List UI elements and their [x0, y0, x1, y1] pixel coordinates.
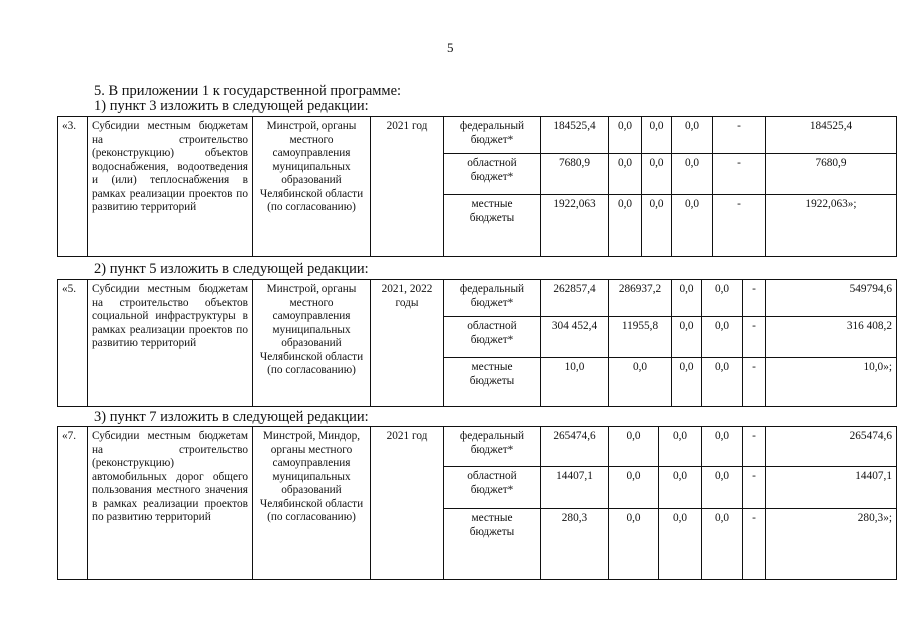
value-2022: 0,0	[609, 467, 659, 509]
value-2021: 265474,6	[541, 427, 609, 467]
item-number: «5.	[58, 280, 88, 407]
value-2023: 0,0	[659, 509, 702, 580]
value-2024: 0,0	[702, 358, 743, 407]
measure-description: Субсидии местным бюджетам на строительство (реконструкцию) автомобильных дорог общего пользования местного значения в рамках реализации проектов по развитию территорий	[88, 427, 253, 580]
value-2024: 0,0	[702, 427, 743, 467]
value-total: 1922,063»;	[766, 195, 897, 257]
value-2024: 0,0	[702, 317, 743, 358]
value-2021: 262857,4	[541, 280, 609, 317]
value-2023: 0,0	[642, 154, 672, 195]
value-2022: 11955,8	[609, 317, 672, 358]
value-total: 10,0»;	[766, 358, 897, 407]
program-table-item-3	[57, 116, 897, 257]
subheading-1: 1) пункт 3 изложить в следующей редакции:	[94, 98, 369, 114]
value-2023: 0,0	[642, 117, 672, 154]
value-total: 14407,1	[766, 467, 897, 509]
implementation-period: 2021, 2022 годы	[371, 280, 444, 407]
value-2023: 0,0	[659, 467, 702, 509]
responsible-executor: Минстрой, органы местного самоуправления муниципальных образований Челябинской области (по согласованию)	[253, 117, 371, 257]
measure-description: Субсидии местным бюджетам на строительство (реконструкцию) объектов водоснабжения, водоотведения и (или) теплоснабжения в рамках реализации проектов по развитию территорий	[88, 117, 253, 257]
item-number: «3.	[58, 117, 88, 257]
value-2024: 0,0	[702, 467, 743, 509]
value-2025: -	[743, 280, 766, 317]
value-2022: 0,0	[609, 358, 672, 407]
value-2021: 14407,1	[541, 467, 609, 509]
item-number: «7.	[58, 427, 88, 580]
funding-source: областной бюджет*	[444, 317, 541, 358]
value-total: 549794,6	[766, 280, 897, 317]
value-2025: -	[713, 154, 766, 195]
implementation-period: 2021 год	[371, 427, 444, 580]
value-2023: 0,0	[672, 358, 702, 407]
value-2023: 0,0	[642, 195, 672, 257]
value-2022: 286937,2	[609, 280, 672, 317]
value-2024: 0,0	[672, 154, 713, 195]
value-2022: 0,0	[609, 117, 642, 154]
value-2021: 280,3	[541, 509, 609, 580]
value-2025: -	[743, 509, 766, 580]
value-2021: 184525,4	[541, 117, 609, 154]
value-total: 265474,6	[766, 427, 897, 467]
value-2022: 0,0	[609, 195, 642, 257]
funding-source: федеральный бюджет*	[444, 280, 541, 317]
amendment-heading: 5. В приложении 1 к государственной программе:	[94, 83, 402, 99]
funding-source: федеральный бюджет*	[444, 427, 541, 467]
value-2021: 304 452,4	[541, 317, 609, 358]
implementation-period: 2021 год	[371, 117, 444, 257]
value-2022: 0,0	[609, 509, 659, 580]
funding-source: областной бюджет*	[444, 154, 541, 195]
measure-description: Субсидии местным бюджетам на строительство объектов социальной инфраструктуры в рамках реализации проектов по развитию территорий	[88, 280, 253, 407]
value-2023: 0,0	[659, 427, 702, 467]
table-row	[58, 427, 897, 467]
value-total: 7680,9	[766, 154, 897, 195]
value-2023: 0,0	[672, 280, 702, 317]
value-2024: 0,0	[672, 195, 713, 257]
table-row	[58, 280, 897, 317]
program-table-item-7	[57, 426, 897, 580]
subheading-2: 2) пункт 5 изложить в следующей редакции:	[94, 261, 369, 277]
funding-source: местные бюджеты	[444, 358, 541, 407]
value-2021: 1922,063	[541, 195, 609, 257]
value-2024: 0,0	[702, 509, 743, 580]
responsible-executor: Минстрой, органы местного самоуправления муниципальных образований Челябинской области (по согласованию)	[253, 280, 371, 407]
value-total: 184525,4	[766, 117, 897, 154]
subheading-3: 3) пункт 7 изложить в следующей редакции:	[94, 409, 369, 425]
funding-source: федеральный бюджет*	[444, 117, 541, 154]
value-2025: -	[713, 117, 766, 154]
value-total: 316 408,2	[766, 317, 897, 358]
value-2025: -	[743, 358, 766, 407]
value-2022: 0,0	[609, 154, 642, 195]
funding-source: местные бюджеты	[444, 195, 541, 257]
value-total: 280,3»;	[766, 509, 897, 580]
value-2023: 0,0	[672, 317, 702, 358]
value-2025: -	[713, 195, 766, 257]
value-2025: -	[743, 467, 766, 509]
value-2021: 7680,9	[541, 154, 609, 195]
responsible-executor: Минстрой, Миндор, органы местного самоуправления муниципальных образований Челябинской области (по согласованию)	[253, 427, 371, 580]
page-number: 5	[447, 40, 454, 55]
table-row	[58, 117, 897, 154]
funding-source: местные бюджеты	[444, 509, 541, 580]
funding-source: областной бюджет*	[444, 467, 541, 509]
value-2025: -	[743, 427, 766, 467]
value-2024: 0,0	[672, 117, 713, 154]
value-2025: -	[743, 317, 766, 358]
value-2021: 10,0	[541, 358, 609, 407]
value-2022: 0,0	[609, 427, 659, 467]
value-2024: 0,0	[702, 280, 743, 317]
program-table-item-5	[57, 279, 897, 407]
